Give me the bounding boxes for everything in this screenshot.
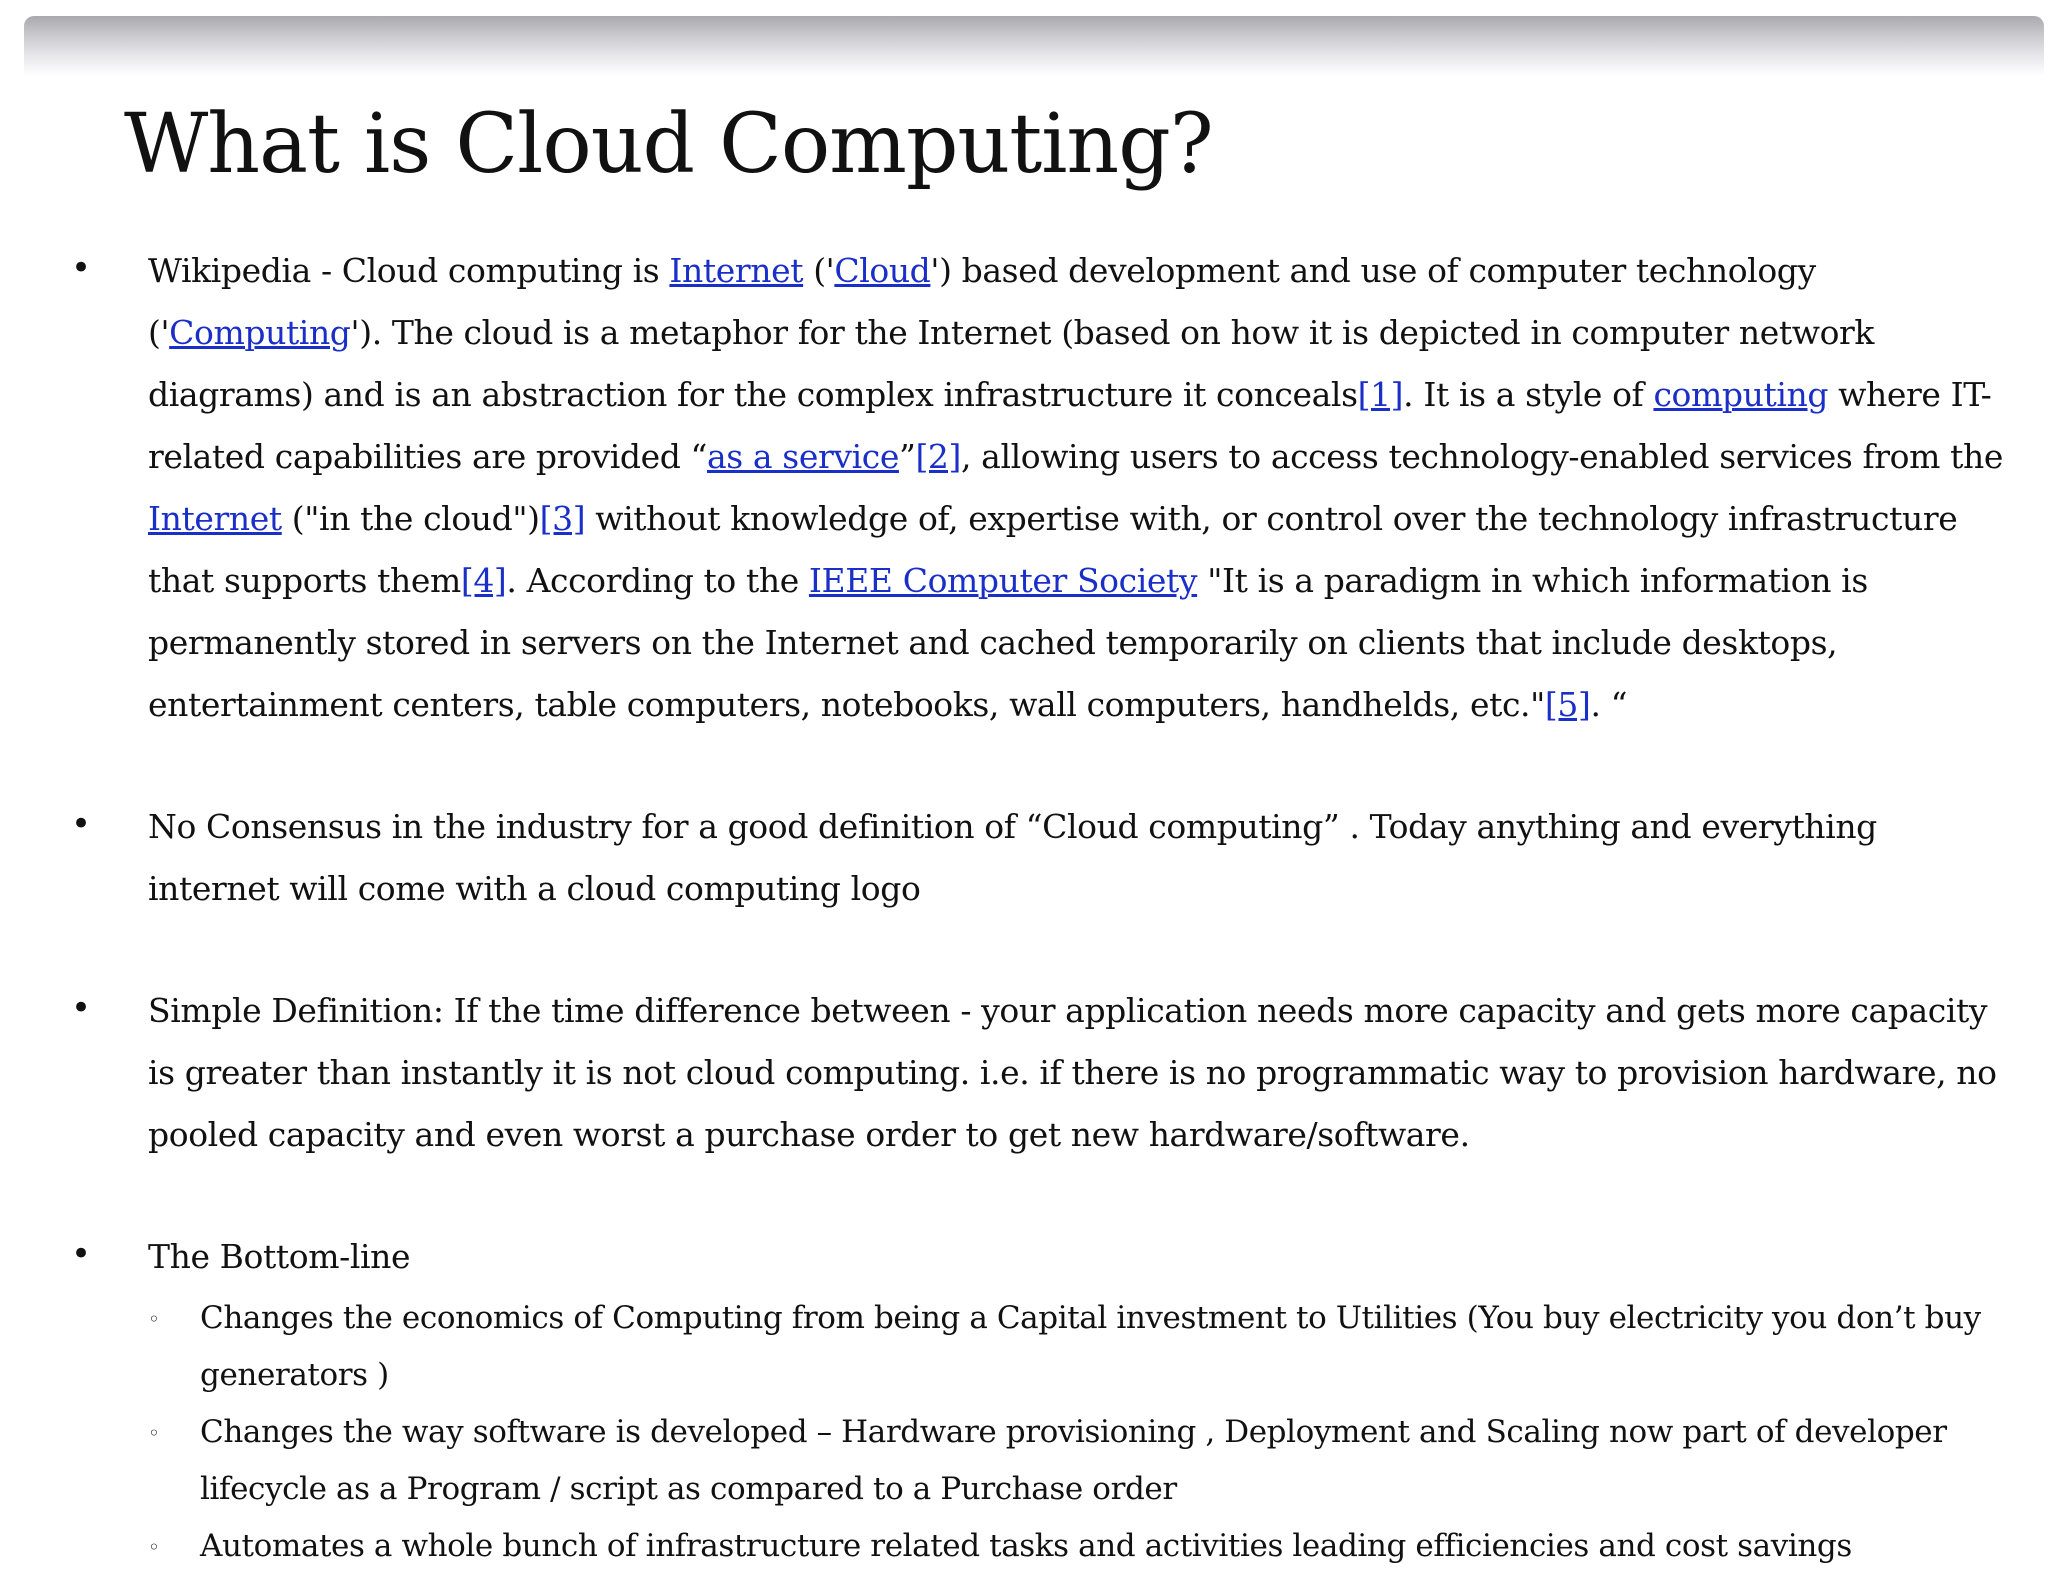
text-run: where IT-related capabilities are provided “ [148,375,1992,476]
hyperlink[interactable]: [3] [539,499,586,538]
bullet-dot: • [71,1234,92,1274]
sub-bullet-item [148,1518,2016,1575]
text-run: ') based development and use of computer technology (' [148,251,1816,352]
text-run: No Consensus in the industry for a good definition of “Cloud computing” . Today anything and everything internet will come with a cloud computing logo [148,807,1877,908]
text-run: , allowing users to access technology-enabled services from the [960,437,2003,476]
bullet-text [148,796,2016,920]
text-run: ” [898,437,916,476]
hyperlink[interactable]: as a service [707,437,899,476]
hyperlink[interactable]: [1] [1357,375,1404,414]
hyperlink[interactable]: Internet [669,251,804,290]
text-run: (' [803,251,835,290]
sub-bullet-text: Automates a whole bunch of infrastructure related tasks and activities leading efficiencies and cost savings [200,1528,1852,1564]
text-run: . It is a style of [1403,375,1654,414]
slide-header-bar [24,16,2044,76]
text-run: Simple Definition: If the time difference between - your application needs more capacity and gets more capacity is greater than instantly it is not cloud computing. i.e. if there is no programmatic way to provision hardware, no pooled capacity and even worst a purchase order to get new hardware/software. [148,991,1997,1154]
text-run: Wikipedia - Cloud computing is [148,251,670,290]
sub-bullet-circle: ◦ [148,1307,160,1331]
sub-bullet-circle: ◦ [148,1421,160,1445]
hyperlink[interactable]: computing [1653,375,1829,414]
bottom-line-label: The Bottom-line [148,1237,411,1276]
bullet-dot: • [71,248,92,288]
sub-bullet-list [148,1290,2016,1575]
hyperlink[interactable]: Cloud [834,251,931,290]
text-run: . According to the [506,561,809,600]
hyperlink[interactable]: [4] [460,561,507,600]
sub-bullet-item [148,1290,2016,1404]
hyperlink[interactable]: Internet [148,499,282,538]
hyperlink[interactable]: IEEE Computer Society [808,561,1198,600]
slide-title: What is Cloud Computing? [124,97,1213,192]
sub-bullet-text: Changes the way software is developed – Hardware provisioning , Deployment and Scaling now part of developer lifecycle as a Program / script as compared to a Purchase order [200,1414,1947,1507]
bullet-dot: • [71,988,92,1028]
bullet-dot: • [71,804,92,844]
bullet-item-bottom-line [0,1226,2016,1575]
sub-bullet-item [148,1404,2016,1518]
sub-bullet-text: Changes the economics of Computing from being a Capital investment to Utilities (You buy electricity you don’t buy generators ) [200,1300,1981,1393]
bullet-item [0,980,2016,1166]
bullet-item [0,796,2016,920]
text-run: without knowledge of, expertise with, or control over the technology infrastructure that supports them [148,499,1958,600]
sub-bullet-circle: ◦ [148,1535,160,1559]
text-run: "It is a paradigm in which information is permanently stored in servers on the Internet and cached temporarily on clients that include desktops, entertainment centers, table computers, notebooks, wall computers, handhelds, etc." [148,561,1868,724]
hyperlink[interactable]: [5] [1544,685,1591,724]
text-run: . “ [1590,685,1628,724]
bullet-item [0,240,2016,736]
hyperlink[interactable]: [2] [915,437,961,476]
bullet-text [148,980,2016,1166]
bullet-text [148,240,2016,736]
hyperlink[interactable]: Computing [169,313,351,352]
text-run: '). The cloud is a metaphor for the Internet (based on how it is depicted in computer network diagrams) and is an abstraction for the complex infrastructure it conceals [148,313,1875,414]
bullet-list [0,240,2048,1575]
text-run: ("in the cloud") [281,499,540,538]
